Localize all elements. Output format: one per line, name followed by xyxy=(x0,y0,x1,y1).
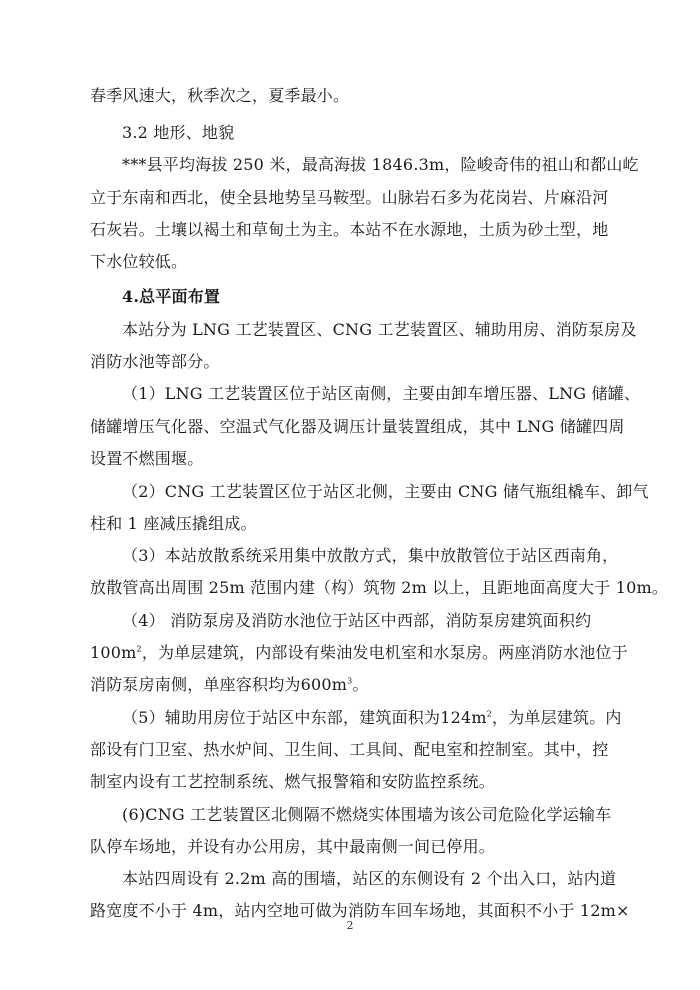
text-line: （3）本站放散系统采用集中放散方式，集中放散管位于站区西南角， xyxy=(122,546,619,565)
text-segment: （5）辅助用房位于站区中东部，建筑面积为 xyxy=(122,708,441,727)
text-line: 立于东南和西北，使全县地势呈马鞍型。山脉岩石多为花岗岩、片麻沿河 xyxy=(90,188,609,207)
text-segment: ，为单层建筑。内 xyxy=(492,708,622,727)
text-line: 设置不燃围堰。 xyxy=(90,449,204,468)
text-line: （1）LNG 工艺装置区位于站区南侧，主要由卸车增压器、LNG 储罐、 xyxy=(122,384,641,403)
text-line: (6)CNG 工艺装置区北侧隔不燃烧实体围墙为该公司危险化学运输车 xyxy=(122,805,612,824)
superscript: 3 xyxy=(347,676,353,686)
text-line: 本站四周设有 2.2m 高的围墙，站区的东侧设有 2 个出入口，站内道 xyxy=(122,869,617,888)
area-value: 124m xyxy=(440,708,487,727)
text-line: 消防水池等部分。 xyxy=(90,352,220,371)
text-segment: 为单层建筑，内部设有柴油发电机室和水泵房。两座消防水池位于 xyxy=(158,643,628,662)
punctuation: ， xyxy=(141,643,159,662)
area-value: 100m xyxy=(90,643,137,662)
text-line: 放散管高出周围 25m 范围内建（构）筑物 2m 以上，且距地面高度大于 10m。 xyxy=(90,578,669,597)
text-line xyxy=(90,675,369,695)
text-segment: 消防泵房南侧，单座容积均为 xyxy=(90,675,301,694)
text-line: （2）CNG 工艺装置区位于站区北侧，主要由 CNG 储气瓶组橇车、卸气 xyxy=(122,482,649,501)
text-line: 柱和 1 座减压撬组成。 xyxy=(90,514,257,533)
text-line: 石灰岩。土壤以褐土和草甸土为主。本站不在水源地，土质为砂土型，地 xyxy=(90,220,609,239)
section-heading: 4.总平面布置 xyxy=(122,287,221,306)
text-line: 春季风速大，秋季次之，夏季最小。 xyxy=(90,86,350,105)
text-line xyxy=(90,643,628,663)
text-line: （4） 消防泵房及消防水池位于站区中西部，消防泵房建筑面积约 xyxy=(122,611,592,630)
section-heading: 3.2 地形、地貌 xyxy=(122,123,235,142)
text-line: 路宽度不小于 4m，站内空地可做为消防车回车场地，其面积不小于 12m× xyxy=(90,901,630,920)
text-line xyxy=(122,708,622,728)
text-line: 储罐增压气化器、空温式气化器及调压计量装置组成，其中 LNG 储罐四周 xyxy=(90,417,625,436)
page-number: 2 xyxy=(346,919,354,932)
punctuation: 。 xyxy=(352,675,369,694)
volume-value: 600m xyxy=(300,675,348,694)
text-line: 下水位较低。 xyxy=(90,252,188,271)
text-line: 本站分为 LNG 工艺装置区、CNG 工艺装置区、辅助用房、消防泵房及 xyxy=(122,320,637,339)
text-line: ***县平均海拔 250 米，最高海拔 1846.3m，险峻奇伟的祖山和都山屹 xyxy=(122,155,639,174)
text-line: 制室内设有工艺控制系统、燃气报警箱和安防监控系统。 xyxy=(90,772,496,791)
superscript: 2 xyxy=(486,709,492,719)
text-line: 部设有门卫室、热水炉间、卫生间、工具间、配电室和控制室。其中，控 xyxy=(90,740,609,759)
superscript: 2 xyxy=(136,644,142,654)
text-line: 队停车场地，并设有办公用房，其中最南侧一间已停用。 xyxy=(90,837,496,856)
